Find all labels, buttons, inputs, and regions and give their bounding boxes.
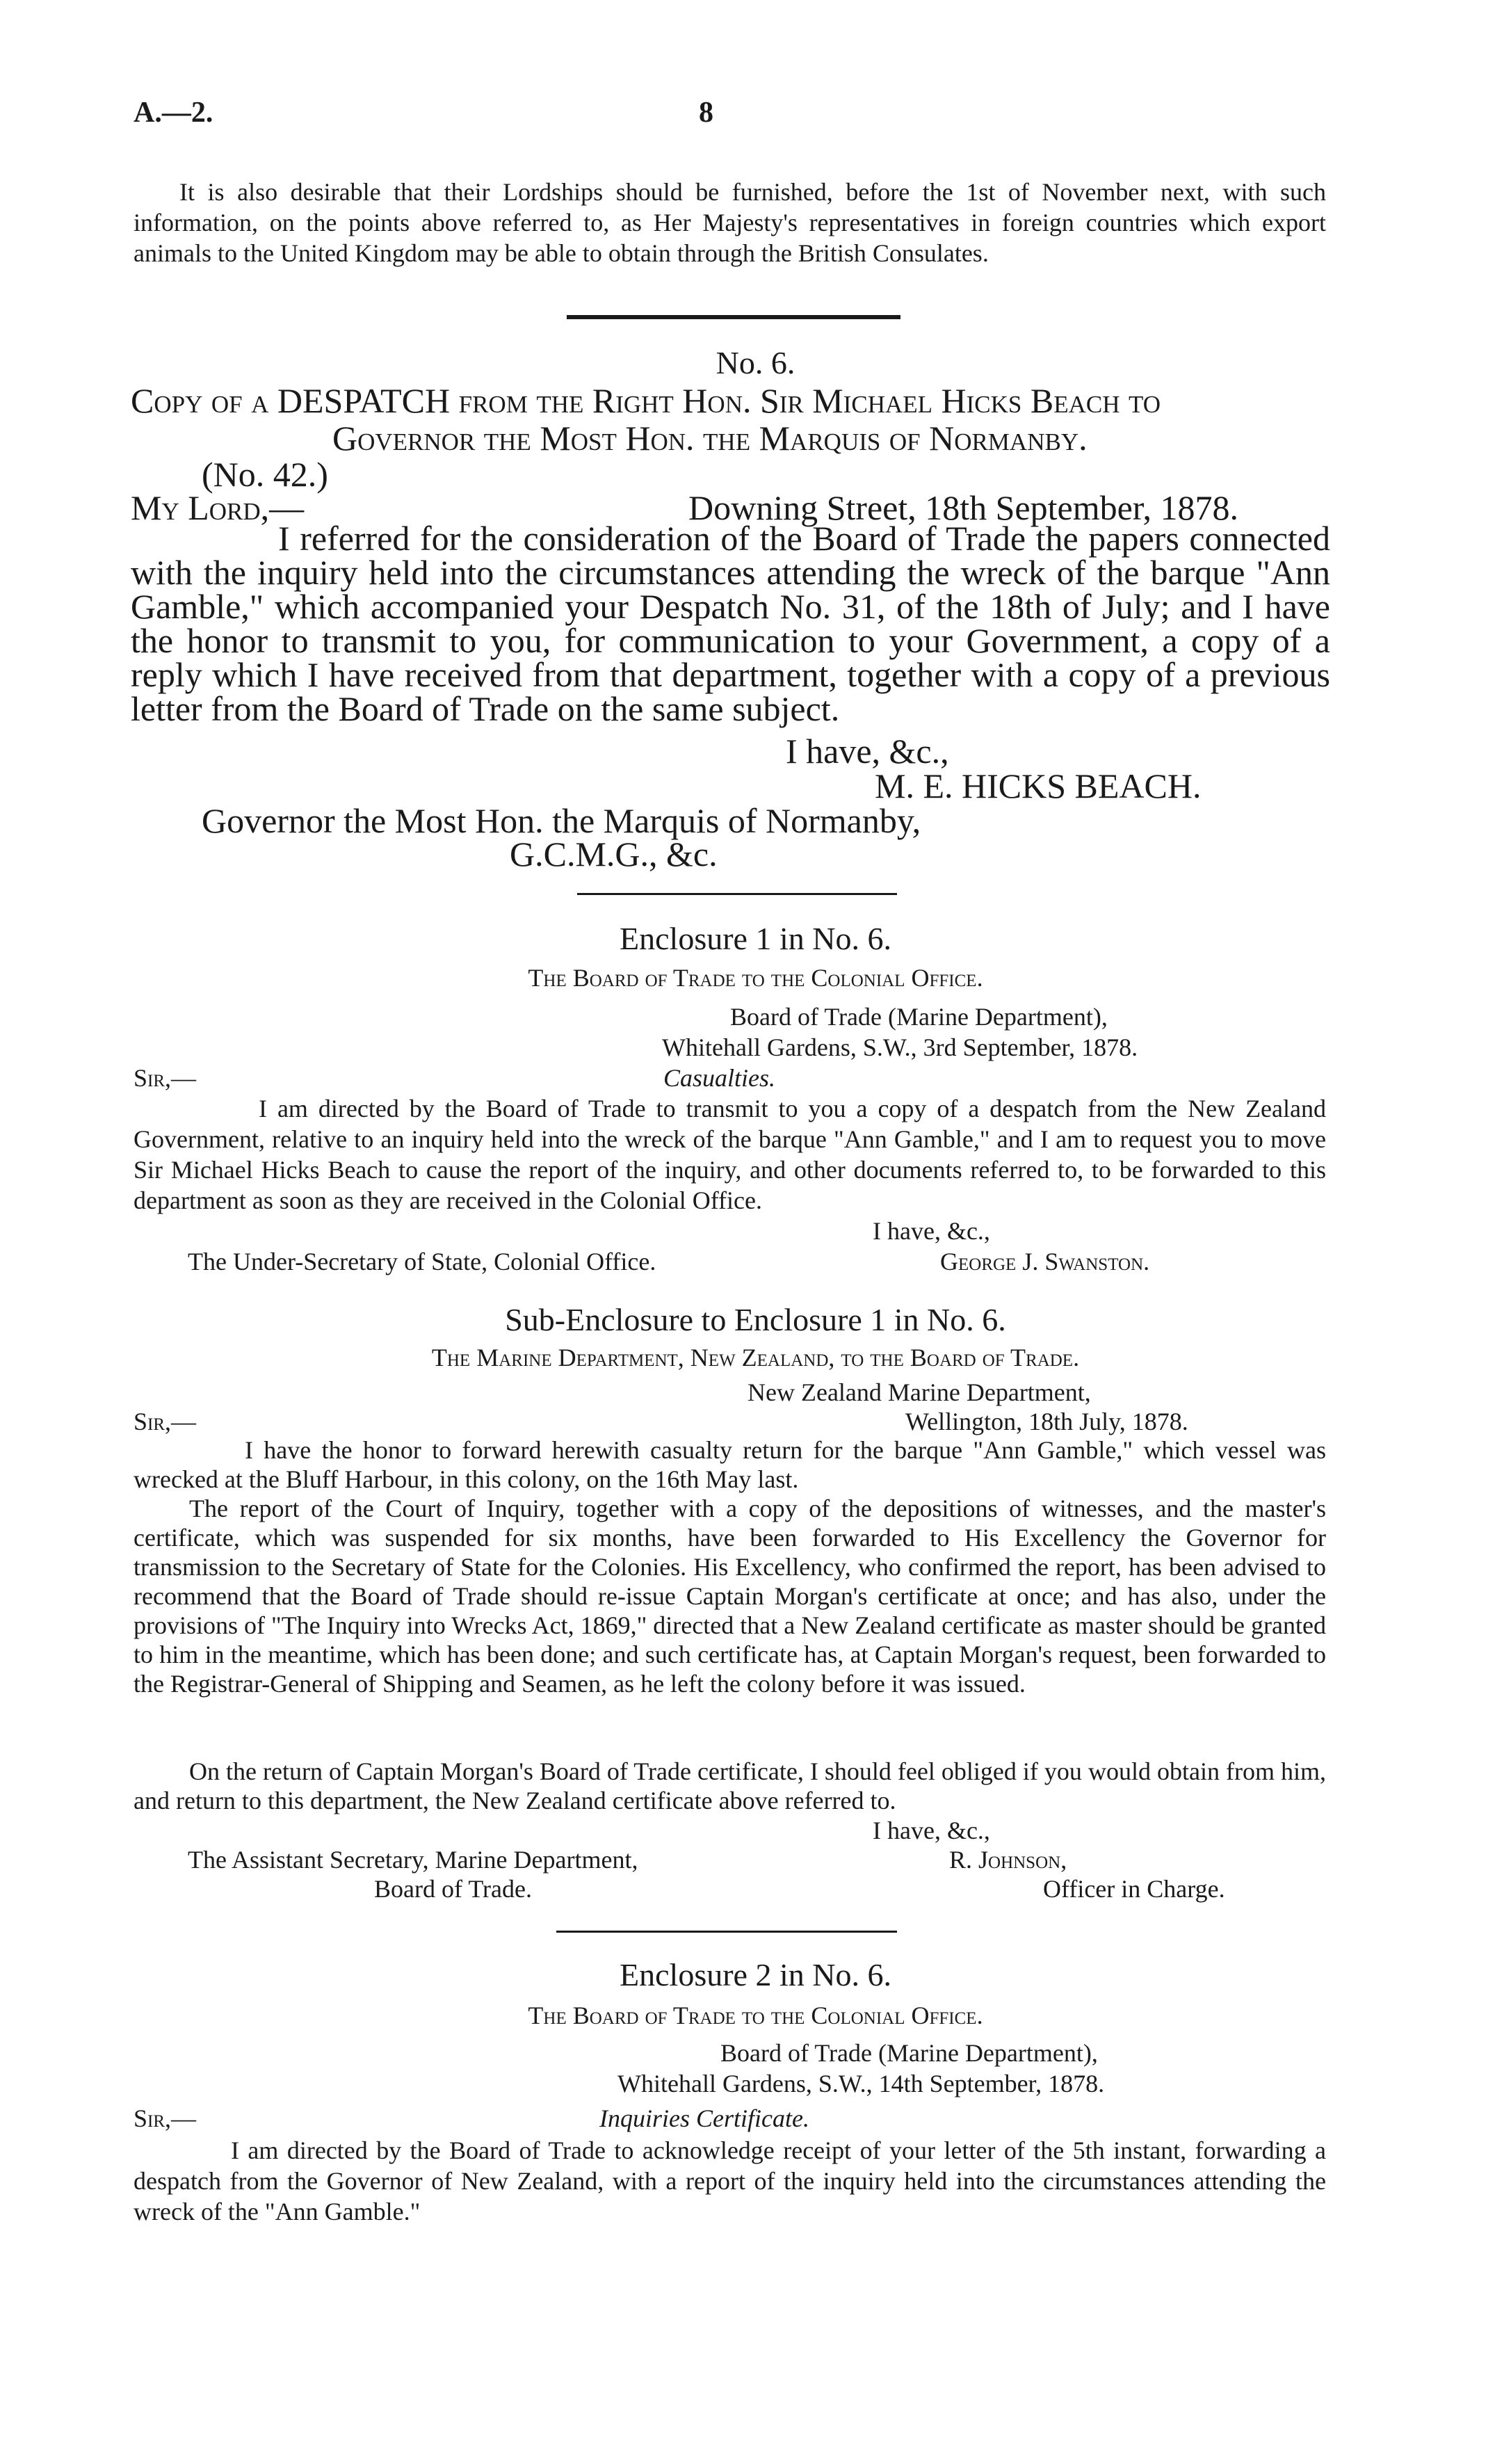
page-number: 8 <box>699 97 713 129</box>
enclosure1-closing: I have, &c., <box>873 1217 990 1245</box>
subenclosure-salutation: Sir,— <box>134 1408 197 1435</box>
subenclosure-signature: R. Johnson, <box>949 1846 1067 1874</box>
enclosure2-heading: Enclosure 2 in No. 6. <box>620 1957 891 1992</box>
subenclosure-heading: Sub-Enclosure to Enclosure 1 in No. 6. <box>505 1302 1006 1337</box>
enclosure1-subheading: The Board of Trade to the Colonial Office. <box>528 964 983 992</box>
enclosure2-body: I am directed by the Board of Trade to acknowledge receipt of your letter of the 5th instant, forwarding a despatch from the Governor of New Zealand, with a report of the inquiry held into the circumstances attending the wreck of the "Ann Gamble." <box>134 2136 1326 2225</box>
enclosure2-subject: Inquiries Certificate. <box>599 2104 809 2132</box>
enclosure1-body: I am directed by the Board of Trade to transmit to you a copy of a despatch from the New Zealand Government, relative to an inquiry held into the wreck of the barque "Ann Gamble," and I am to request you to move Sir Michael Hicks Beach to cause the report of the inquiry, and other documents referred to, to be forwarded to this department as soon as they are received in the Colonial Office. <box>134 1095 1326 1214</box>
section-rule <box>556 1931 897 1933</box>
despatch-dateline: Downing Street, 18th September, 1878. <box>688 488 1238 527</box>
subenclosure-paragraph3: On the return of Captain Morgan's Board of Trade certificate, I should feel obliged if you would obtain from him, and return to this department, the New Zealand certificate above referred to. <box>134 1757 1326 1814</box>
intro-paragraph: It is also desirable that their Lordships should be furnished, before the 1st of November next, with such information, on the points above referred to, as Her Majesty's representatives in foreign countries which export animals to the United Kingdom may be able to obtain through the British Consulates. <box>134 178 1326 267</box>
enclosure1-subject: Casualties. <box>663 1064 776 1092</box>
subenclosure-office: Officer in Charge. <box>1043 1875 1225 1903</box>
enclosure2-subheading: The Board of Trade to the Colonial Office. <box>528 2002 983 2029</box>
despatch-addressee-honours: G.C.M.G., &c. <box>510 835 718 873</box>
enclosure1-address-line1: Board of Trade (Marine Department), <box>730 1003 1108 1031</box>
despatch-addressee: Governor the Most Hon. the Marquis of Normanby, <box>202 801 921 840</box>
despatch-ref: (No. 42.) <box>202 455 328 494</box>
subenclosure-addressee-board: Board of Trade. <box>374 1875 532 1903</box>
despatch-salutation: My Lord,— <box>131 488 305 527</box>
enclosure1-heading: Enclosure 1 in No. 6. <box>620 921 891 956</box>
enclosure2-address-line2: Whitehall Gardens, S.W., 14th September, 1878. <box>617 2070 1105 2097</box>
enclosure1-salutation: Sir,— <box>134 1064 197 1092</box>
subenclosure-address-line2: Wellington, 18th July, 1878. <box>905 1408 1188 1435</box>
subenclosure-subheading: The Marine Department, New Zealand, to the Board of Trade. <box>431 1344 1080 1371</box>
enclosure1-addressee: The Under-Secretary of State, Colonial Office. <box>188 1248 656 1275</box>
despatch-body: I referred for the consideration of the Board of Trade the papers connected with the inquiry held into the circumstances attending the wreck of the barque "Ann Gamble," which accompanied your Despatch No. 31, of the 18th of July; and I have the honor to transmit to you, for communication to your Government, a copy of a reply which I have received from that department, together with a copy of a previous letter from the Board of Trade on the same subject. <box>131 519 1330 728</box>
subenclosure-address-line1: New Zealand Marine Department, <box>748 1378 1091 1406</box>
enclosure1-signature: George J. Swanston. <box>940 1248 1150 1275</box>
despatch-title-line2: Governor the Most Hon. the Marquis of Normanby. <box>332 419 1088 458</box>
subenclosure-paragraph1: I have the honor to forward herewith casualty return for the barque "Ann Gamble," which vessel was wrecked at the Bluff Harbour, in this colony, on the 16th May last. <box>134 1436 1326 1493</box>
despatch-closing: I have, &c., <box>786 732 949 771</box>
despatch-number: No. 6. <box>716 345 795 380</box>
section-rule-thick <box>567 315 900 319</box>
enclosure2-salutation: Sir,— <box>134 2104 197 2132</box>
document-reference: A.—2. <box>134 97 213 129</box>
subenclosure-addressee: The Assistant Secretary, Marine Department, <box>188 1846 638 1874</box>
subenclosure-paragraph2: The report of the Court of Inquiry, together with a copy of the depositions of witnesses, and the master's certificate, which was suspended for six months, have been forwarded to His Excellency the Governor for transmission to the Secretary of State for the Colonies. His Excellency, who confirmed the report, has been advised to recommend that the Board of Trade should re-issue Captain Morgan's certificate at once; and has also, under the provisions of "The Inquiry into Wrecks Act, 1869," directed that a New Zealand certificate as master should be granted to him in the meantime, which has been done; and such certificate has, at Captain Morgan's request, been forwarded to the Registrar-General of Shipping and Seamen, as he left the colony before it was issued. <box>134 1495 1326 1698</box>
subenclosure-closing: I have, &c., <box>873 1817 990 1844</box>
section-rule <box>577 893 897 895</box>
enclosure2-address-line1: Board of Trade (Marine Department), <box>720 2039 1098 2067</box>
despatch-title-line1: Copy of a DESPATCH from the Right Hon. Sir Michael Hicks Beach to <box>131 381 1161 420</box>
despatch-signature: M. E. HICKS BEACH. <box>875 766 1202 805</box>
enclosure1-address-line2: Whitehall Gardens, S.W., 3rd September, 1878. <box>662 1033 1138 1061</box>
